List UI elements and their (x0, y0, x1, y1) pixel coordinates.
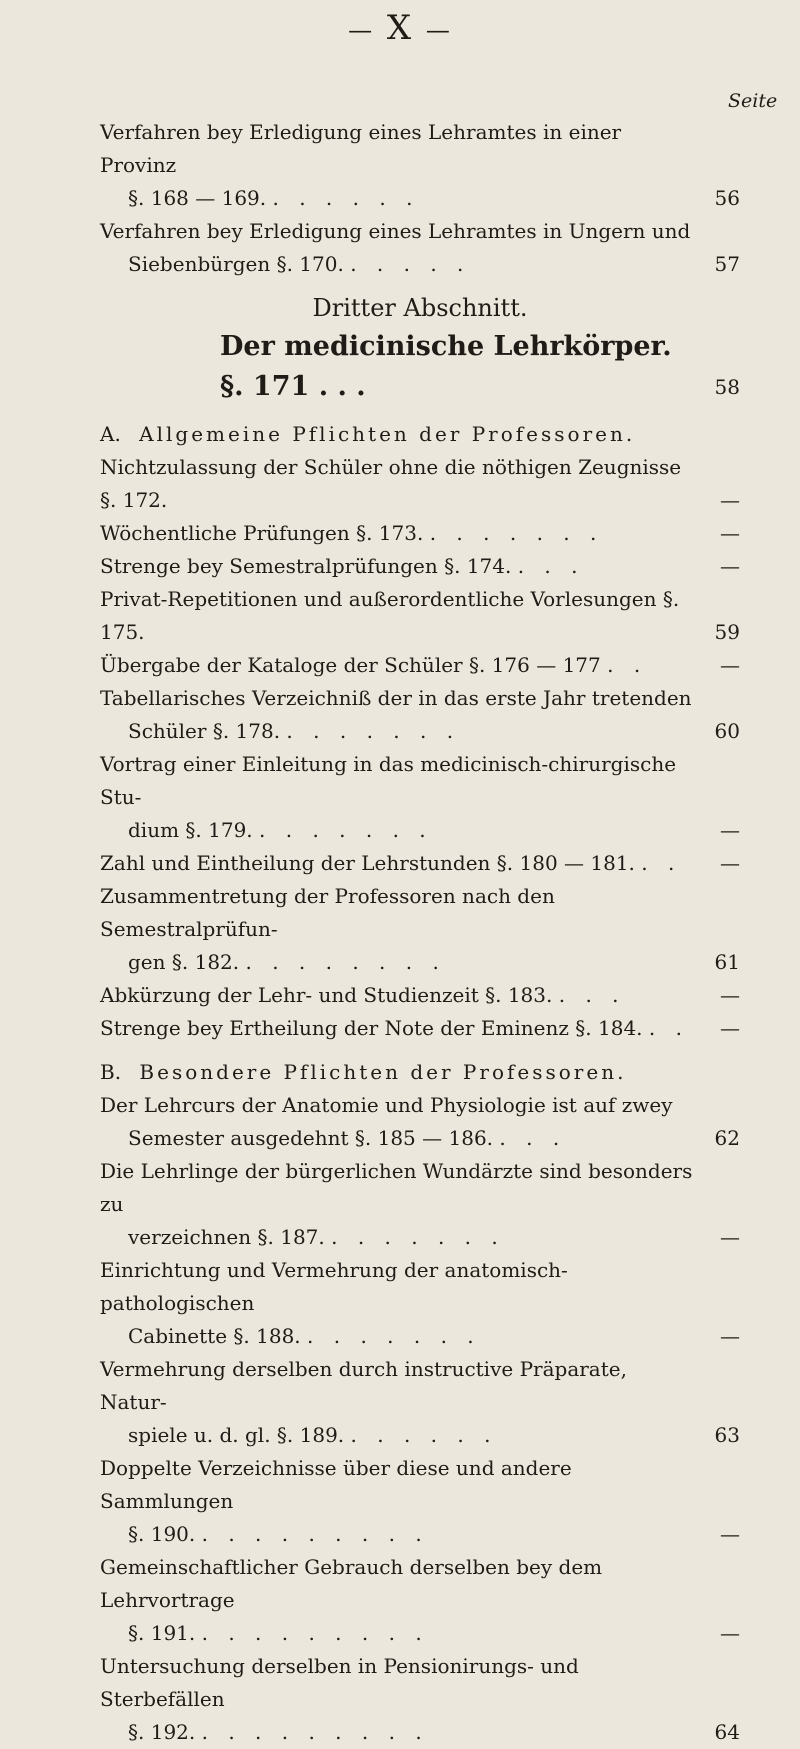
toc-entry-page: 56 (714, 186, 740, 210)
toc-entry-page: — (720, 1621, 740, 1645)
toc-entry-dots: . . . . . . (272, 186, 420, 210)
toc-entry-last-line (100, 1518, 694, 1551)
toc-entry-text: Übergabe der Kataloge der Schüler §. 176 — 177 (100, 653, 601, 677)
toc-entries-b (100, 1089, 740, 1749)
toc-entry-last-line (100, 451, 694, 517)
toc-entry (100, 847, 740, 880)
toc-entry (100, 880, 740, 979)
toc-entry-last-line (100, 814, 694, 847)
toc-entry-line: Die Lehrlinge der bürgerlichen Wundärzte sind besonders zu (100, 1159, 693, 1216)
toc-entry-page: — (720, 488, 740, 512)
toc-entry-line: Vortrag einer Einleitung in das medicinisch-chirurgische Stu- (100, 752, 677, 809)
toc-entry (100, 979, 740, 1012)
toc-entry-last-line (100, 715, 694, 748)
toc-entry-dots: . . . . . . . (331, 1225, 505, 1249)
subheading-b-letter: B. (100, 1060, 122, 1084)
toc-entry-dots: . . . . . . (350, 1423, 498, 1447)
toc-entry-last-line (100, 248, 694, 281)
toc-entry-page: — (720, 818, 740, 842)
toc-entry-dots: . . . . . (350, 252, 471, 276)
toc-entry-last-line (100, 946, 694, 979)
toc-entry (100, 116, 740, 215)
toc-entry-page: 59 (714, 620, 740, 644)
toc-entry-last-line (100, 1122, 694, 1155)
toc-entry-last-line (100, 1221, 694, 1254)
toc-entry-line: Einrichtung und Vermehrung der anatomisch-pathologischen (100, 1258, 568, 1315)
toc-entry (100, 649, 740, 682)
toc-entry-text: Cabinette §. 188. (128, 1324, 301, 1348)
toc-entry-line: Verfahren bey Erledigung eines Lehramtes in einer Provinz (100, 120, 622, 177)
toc-entry-line: Verfahren bey Erledigung eines Lehramtes in Ungern und (100, 219, 691, 243)
toc-entry-line: Vermehrung derselben durch instructive Präparate, Natur- (100, 1357, 627, 1414)
toc-entry (100, 1012, 740, 1045)
toc-entry-text: verzeichnen §. 187. (128, 1225, 325, 1249)
table-of-contents (100, 116, 740, 1749)
toc-entry-page: — (720, 851, 740, 875)
toc-entry-page: 57 (714, 252, 740, 276)
toc-entry-dots: . . . (499, 1126, 567, 1150)
toc-entry (100, 550, 740, 583)
toc-entry-text: §. 192. (128, 1720, 196, 1744)
toc-entry-text: Nichtzulassung der Schüler ohne die nöthigen Zeugnisse §. 172. (100, 455, 682, 512)
toc-entry-line: Gemeinschaftlicher Gebrauch derselben bey dem Lehrvortrage (100, 1555, 603, 1612)
toc-entries-top (100, 116, 740, 281)
toc-entry (100, 1452, 740, 1551)
subheading-b-text: Besondere Pflichten der Professoren. (139, 1060, 627, 1084)
toc-entry (100, 1353, 740, 1452)
subheading-a-letter: A. (100, 422, 121, 446)
toc-entry-last-line (100, 583, 694, 649)
toc-entry (100, 1155, 740, 1254)
subheading-a (100, 417, 740, 451)
toc-entry-text: spiele u. d. gl. §. 189. (128, 1423, 345, 1447)
toc-entry-text: Privat-Repetitionen und außerordentliche Vorlesungen §. 175. (100, 587, 680, 644)
toc-entry-dots: . . . (558, 983, 626, 1007)
toc-entry-line: Untersuchung derselben in Pensionirungs- und Sterbefällen (100, 1654, 579, 1711)
toc-entry-last-line (100, 1320, 694, 1353)
main-heading (100, 327, 740, 407)
toc-entry (100, 748, 740, 847)
toc-entry-page: — (720, 1522, 740, 1546)
section-mark: X (386, 8, 414, 48)
toc-entry (100, 1089, 740, 1155)
toc-entry-last-line (100, 649, 694, 682)
toc-entry-dots: . . . . . . . . (245, 950, 446, 974)
toc-entry-text: §. 191. (128, 1621, 196, 1645)
toc-entry-text: gen §. 182. (128, 950, 240, 974)
toc-entry-text: Strenge bey Ertheilung der Note der Eminenz §. 184. (100, 1016, 643, 1040)
toc-entry-last-line (100, 550, 694, 583)
toc-entry-text: Wöchentliche Prüfungen §. 173. (100, 521, 424, 545)
toc-entry (100, 1650, 740, 1749)
toc-entry (100, 1254, 740, 1353)
toc-entry-dots: . . . . . . . . . (201, 1621, 429, 1645)
toc-entry-text: §. 168 — 169. (128, 186, 267, 210)
toc-entries-a (100, 451, 740, 1045)
toc-entry-page: — (720, 983, 740, 1007)
toc-entry-line: Zusammentretung der Professoren nach den Semestralprüfun- (100, 884, 555, 941)
toc-entry-text: Strenge bey Semestralprüfungen §. 174. (100, 554, 512, 578)
toc-entry-text: Abkürzung der Lehr- und Studienzeit §. 183. (100, 983, 553, 1007)
toc-entry-last-line (100, 1419, 694, 1452)
toc-entry-dots: . . . . . . . . . (201, 1720, 429, 1744)
main-heading-text: Der medicinische Lehrkörper. §. 171 (220, 331, 672, 402)
page-header (0, 8, 800, 48)
toc-entry-page: — (720, 1324, 740, 1348)
toc-entry-page: 61 (714, 950, 740, 974)
toc-entry-dots: . . . . . . . (307, 1324, 481, 1348)
toc-entry-text: §. 190. (128, 1522, 196, 1546)
toc-entry-line: Tabellarisches Verzeichniß der in das erste Jahr tretenden (100, 686, 692, 710)
toc-entry (100, 517, 740, 550)
toc-entry-page: — (720, 653, 740, 677)
toc-entry (100, 583, 740, 649)
header-dash-right: — (425, 16, 452, 44)
main-heading-dots: . . . (318, 371, 366, 402)
toc-entry (100, 451, 740, 517)
toc-entry-last-line (100, 1012, 694, 1045)
toc-entry (100, 682, 740, 748)
header-dash-left: — (348, 16, 375, 44)
toc-entry-dots: . . (607, 653, 648, 677)
toc-entry-dots: . . . (517, 554, 585, 578)
toc-entry-text: Schüler §. 178. (128, 719, 281, 743)
subheading-a-text: Allgemeine Pflichten der Professoren. (139, 422, 636, 446)
toc-entry-dots: . . (641, 851, 682, 875)
toc-entry-dots: . . (648, 1016, 689, 1040)
toc-entry-text: dium §. 179. (128, 818, 253, 842)
toc-entry-page: — (720, 1225, 740, 1249)
seite-column-label: Seite (728, 90, 778, 112)
toc-entry-page: 62 (714, 1126, 740, 1150)
toc-entry-dots: . . . . . . . (259, 818, 433, 842)
toc-entry-text: Siebenbürgen §. 170. (128, 252, 344, 276)
toc-entry-dots: . . . . . . . (429, 521, 604, 545)
toc-entry-dots: . . . . . . . (286, 719, 461, 743)
toc-entry-page: — (720, 554, 740, 578)
toc-entry-line: Doppelte Verzeichnisse über diese und andere Sammlungen (100, 1456, 572, 1513)
toc-entry-last-line (100, 1617, 694, 1650)
toc-entry-last-line (100, 182, 694, 215)
section-heading: Dritter Abschnitt. (312, 294, 528, 322)
toc-entry-text: Zahl und Eintheilung der Lehrstunden §. 180 — 181. (100, 851, 635, 875)
toc-entry-dots: . . . . . . . . . (201, 1522, 429, 1546)
main-heading-page: 58 (714, 375, 740, 399)
subheading-b (100, 1055, 740, 1089)
toc-entry-page: 63 (714, 1423, 740, 1447)
toc-entry (100, 215, 740, 281)
toc-entry-last-line (100, 847, 694, 880)
toc-entry-page: — (720, 1016, 740, 1040)
toc-entry-line: Der Lehrcurs der Anatomie und Physiologie ist auf zwey (100, 1093, 673, 1117)
toc-entry-last-line (100, 1716, 694, 1749)
toc-entry (100, 1551, 740, 1650)
toc-entry-page: 60 (714, 719, 740, 743)
toc-entry-page: 64 (714, 1720, 740, 1744)
toc-entry-text: Semester ausgedehnt §. 185 — 186. (128, 1126, 494, 1150)
toc-entry-last-line (100, 517, 694, 550)
toc-entry-page: — (720, 521, 740, 545)
toc-entry-last-line (100, 979, 694, 1012)
